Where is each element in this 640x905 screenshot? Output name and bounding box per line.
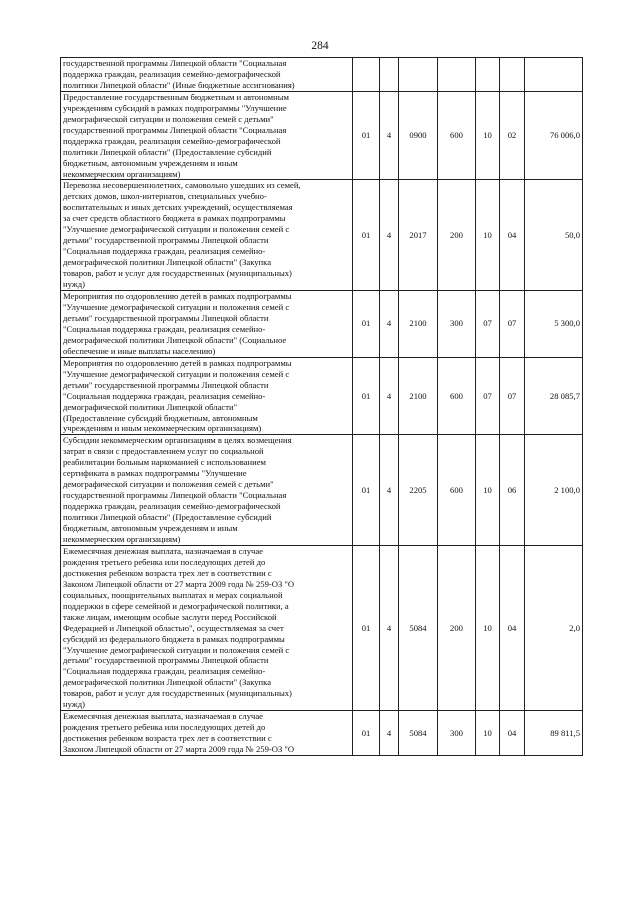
code-chapter-cell: 07 — [476, 357, 500, 435]
page-number: 284 — [311, 40, 329, 52]
description-line: социальных, поощрительных выплатах и мерах социальной — [63, 589, 283, 600]
table-row — [61, 711, 583, 756]
description-line: (Предоставление субсидий бюджетным, автономным — [63, 412, 258, 423]
table-row — [61, 435, 583, 546]
description-line: "Социальная поддержка граждан, реализация семейно- — [63, 323, 266, 334]
description-line: воспитательных и иных детских учреждений, осуществляемая — [63, 202, 293, 213]
code-chapter-cell: 07 — [476, 291, 500, 358]
code-target-cell: 5084 — [399, 545, 438, 710]
description-line: демографической ситуации и положения семей с детьми" — [63, 113, 274, 124]
description-line: товаров, работ и услуг для государственных (муниципальных) — [63, 268, 292, 279]
table-row — [61, 545, 583, 710]
code-chapter-cell: 10 — [476, 91, 500, 180]
code-ministry-cell: 01 — [353, 545, 380, 710]
description-line: достижения ребенком возраста трех лет в соответствии с — [63, 567, 272, 578]
code-chapter-cell — [476, 58, 500, 92]
description-line: за счет средств областного бюджета в рамках подпрограммы — [63, 213, 286, 224]
code-ministry-cell: 01 — [353, 435, 380, 546]
code-expense-type-cell: 200 — [438, 180, 476, 291]
description-line: рождения третьего ребенка или последующих детей до — [63, 722, 266, 733]
code-expense-type-cell: 300 — [438, 711, 476, 756]
code-expense-type-cell: 600 — [438, 435, 476, 546]
code-ministry-cell — [353, 58, 380, 92]
description-line: "Социальная поддержка граждан, реализация семейно- — [63, 390, 266, 401]
row-description — [61, 711, 353, 756]
description-line: Перевозка несовершеннолетних, самовольно ушедших из семей, — [63, 180, 301, 191]
code-subsection-cell: 06 — [500, 435, 525, 546]
amount-cell: 5 300,0 — [525, 291, 583, 358]
description-line: обеспечение и иные выплаты населению) — [63, 345, 216, 356]
code-subsection-cell: 04 — [500, 180, 525, 291]
code-expense-type-cell: 300 — [438, 291, 476, 358]
code-section-cell: 4 — [380, 180, 399, 291]
description-line: демографической политики Липецкой области" (Социальное — [63, 334, 287, 345]
code-target-cell: 2205 — [399, 435, 438, 546]
description-line: Субсидии некоммерческим организациям в целях возмещения — [63, 435, 292, 446]
row-description — [61, 545, 353, 710]
amount-cell: 50,0 — [525, 180, 583, 291]
table-row — [61, 180, 583, 291]
description-line: бюджетным, автономным учреждениям и иным — [63, 157, 238, 168]
code-target-cell: 2100 — [399, 357, 438, 435]
code-target-cell: 2017 — [399, 180, 438, 291]
code-target-cell: 5084 — [399, 711, 438, 756]
code-subsection-cell: 04 — [500, 545, 525, 710]
description-line: учреждениям субсидий в рамках подпрограммы "Улучшение — [63, 102, 287, 113]
code-section-cell: 4 — [380, 357, 399, 435]
amount-cell: 28 085,7 — [525, 357, 583, 435]
code-ministry-cell: 01 — [353, 180, 380, 291]
row-description — [61, 58, 353, 92]
row-description — [61, 91, 353, 180]
amount-cell: 2,0 — [525, 545, 583, 710]
code-ministry-cell: 01 — [353, 291, 380, 358]
description-line: затрат в связи с предоставлением услуг по социальной — [63, 446, 264, 457]
code-chapter-cell: 10 — [476, 545, 500, 710]
code-chapter-cell: 10 — [476, 711, 500, 756]
row-description — [61, 180, 353, 291]
table-row — [61, 91, 583, 180]
description-line: демографической ситуации и положения семей с детьми" — [63, 479, 274, 490]
description-line: детьми" государственной программы Липецкой области — [63, 235, 269, 246]
description-line: политики Липецкой области" (Предоставление субсидий — [63, 146, 272, 157]
code-expense-type-cell — [438, 58, 476, 92]
code-ministry-cell: 01 — [353, 711, 380, 756]
code-section-cell — [380, 58, 399, 92]
code-expense-type-cell: 600 — [438, 91, 476, 180]
amount-cell: 2 100,0 — [525, 435, 583, 546]
description-line: "Улучшение демографической ситуации и положения семей с — [63, 368, 290, 379]
code-chapter-cell: 10 — [476, 435, 500, 546]
description-line: учреждениям и иным некоммерческим организациям) — [63, 423, 262, 434]
code-target-cell — [399, 58, 438, 92]
description-line: поддержка граждан, реализация семейно-демографической — [63, 135, 281, 146]
amount-cell: 89 811,5 — [525, 711, 583, 756]
description-line: Ежемесячная денежная выплата, назначаемая в случае — [63, 545, 263, 556]
description-line: рождения третьего ребенка или последующих детей до — [63, 556, 266, 567]
description-line: детьми" государственной программы Липецкой области — [63, 655, 269, 666]
code-target-cell: 0900 — [399, 91, 438, 180]
code-section-cell: 4 — [380, 711, 399, 756]
description-line: "Социальная поддержка граждан, реализация семейно- — [63, 246, 266, 257]
description-line: детских домов, школ-интернатов, специальных учебно- — [63, 191, 267, 202]
amount-cell: 76 006,0 — [525, 91, 583, 180]
row-description — [61, 291, 353, 358]
description-line: достижения ребенком возраста трех лет в соответствии с — [63, 733, 272, 744]
description-line: бюджетным, автономным учреждениям и иным — [63, 523, 238, 534]
amount-cell — [525, 58, 583, 92]
description-line: сертификата в рамках подпрограммы "Улучшение — [63, 468, 247, 479]
code-expense-type-cell: 600 — [438, 357, 476, 435]
description-line: товаров, работ и услуг для государственных (муниципальных) — [63, 688, 292, 699]
code-subsection-cell: 07 — [500, 357, 525, 435]
description-line: государственной программы Липецкой области "Социальная — [63, 58, 287, 68]
description-line: поддержка граждан, реализация семейно-демографической — [63, 501, 281, 512]
description-line: Федерацией и Липецкой областью", осуществляемая за счет — [63, 622, 284, 633]
code-section-cell: 4 — [380, 435, 399, 546]
code-subsection-cell — [500, 58, 525, 92]
description-line: поддержки в сфере семейной и демографической политики, а — [63, 600, 289, 611]
description-line: демографической политики Липецкой области" (Закупка — [63, 677, 272, 688]
description-line: реабилитации больным наркоманией с использованием — [63, 457, 266, 468]
description-line: Предоставление государственным бюджетным и автономным — [63, 91, 289, 102]
description-line: нужд) — [63, 699, 85, 710]
description-line: государственной программы Липецкой области "Социальная — [63, 124, 287, 135]
description-line: детьми" государственной программы Липецкой области — [63, 312, 269, 323]
description-line: "Улучшение демографической ситуации и положения семей с — [63, 644, 290, 655]
description-line: Ежемесячная денежная выплата, назначаемая в случае — [63, 711, 263, 722]
description-line: демографической политики Липецкой области" (Закупка — [63, 257, 272, 268]
description-line: государственной программы Липецкой области "Социальная — [63, 490, 287, 501]
description-line: субсидий из федерального бюджета в рамках подпрограммы — [63, 633, 285, 644]
row-description — [61, 357, 353, 435]
code-section-cell: 4 — [380, 91, 399, 180]
table-row — [61, 291, 583, 358]
code-target-cell: 2100 — [399, 291, 438, 358]
description-line: Законом Липецкой области от 27 марта 2009 года № 259-ОЗ "О — [63, 578, 295, 589]
code-expense-type-cell: 200 — [438, 545, 476, 710]
table-row — [61, 58, 583, 92]
row-description — [61, 435, 353, 546]
code-ministry-cell: 01 — [353, 91, 380, 180]
budget-table — [60, 57, 583, 756]
description-line: Законом Липецкой области от 27 марта 2009 года № 259-ОЗ "О — [63, 744, 295, 755]
code-section-cell: 4 — [380, 545, 399, 710]
code-section-cell: 4 — [380, 291, 399, 358]
code-subsection-cell: 02 — [500, 91, 525, 180]
description-line: поддержка граждан, реализация семейно-демографической — [63, 68, 281, 79]
code-subsection-cell: 04 — [500, 711, 525, 756]
table-row — [61, 357, 583, 435]
description-line: демографической политики Липецкой области" — [63, 401, 238, 412]
code-ministry-cell: 01 — [353, 357, 380, 435]
code-chapter-cell: 10 — [476, 180, 500, 291]
description-line: также лицам, имеющим особые заслуги перед Российской — [63, 611, 277, 622]
description-line: нужд) — [63, 279, 85, 290]
description-line: Мероприятия по оздоровлению детей в рамках подпрограммы — [63, 291, 292, 302]
description-line: некоммерческим организациям) — [63, 533, 181, 544]
description-line: "Улучшение демографической ситуации и положения семей с — [63, 224, 290, 235]
code-subsection-cell: 07 — [500, 291, 525, 358]
description-line: политики Липецкой области" (Иные бюджетные ассигнования) — [63, 79, 295, 90]
description-line: Мероприятия по оздоровлению детей в рамках подпрограммы — [63, 357, 292, 368]
description-line: политики Липецкой области" (Предоставление субсидий — [63, 512, 272, 523]
description-line: детьми" государственной программы Липецкой области — [63, 379, 269, 390]
description-line: "Улучшение демографической ситуации и положения семей с — [63, 301, 290, 312]
description-line: "Социальная поддержка граждан, реализация семейно- — [63, 666, 266, 677]
description-line: некоммерческим организациям) — [63, 168, 181, 179]
